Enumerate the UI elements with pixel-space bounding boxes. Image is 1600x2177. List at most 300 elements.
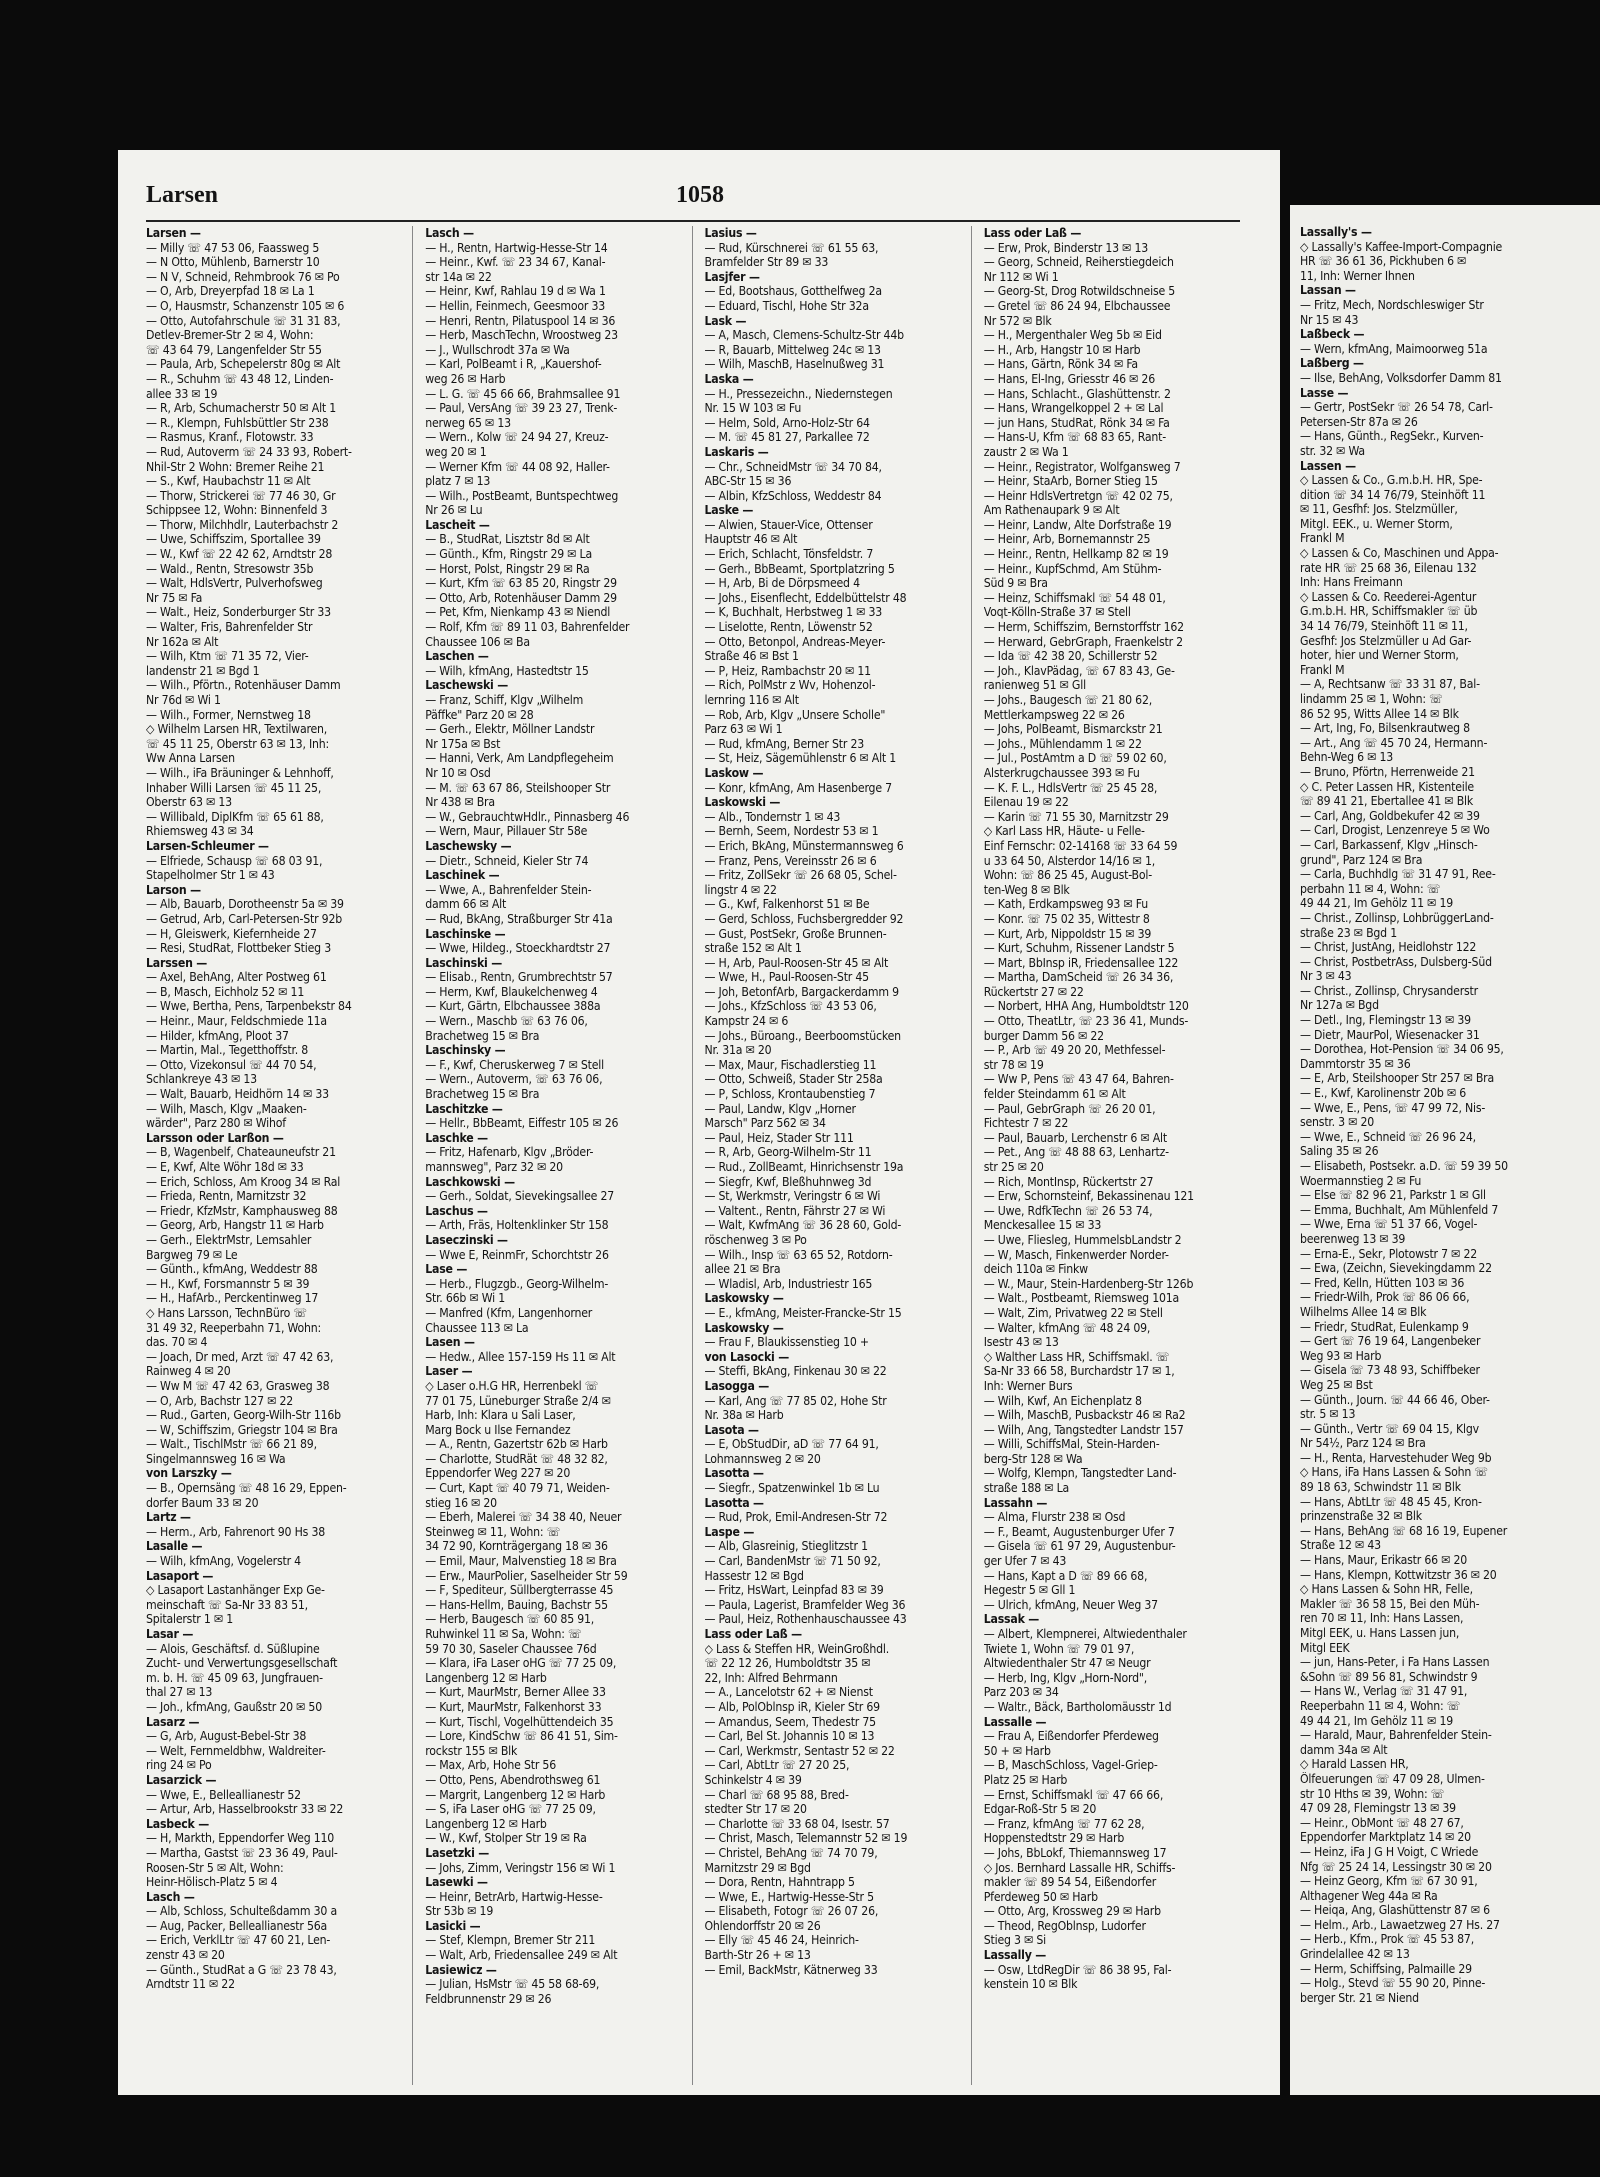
directory-entry: Str. 66b ✉ Wi 1 bbox=[425, 1291, 505, 1306]
directory-entry: — Hanni, Verk, Am Landpflegeheim bbox=[425, 751, 614, 766]
directory-entry: Lasarz — bbox=[146, 1714, 200, 1729]
directory-entry: Inh: Hans Freimann bbox=[1300, 575, 1403, 590]
directory-entry: — Jul., PostAmtm a D ☏ 59 02 60, bbox=[983, 751, 1167, 766]
directory-entry: — Albert, Klempnerei, Altwiedenthaler bbox=[983, 1627, 1187, 1641]
directory-entry: — Elly ☏ 45 46 24, Heinrich- bbox=[704, 1933, 859, 1948]
directory-entry: — Christ, Masch, Telemannstr 52 ✉ 19 bbox=[704, 1831, 908, 1846]
directory-entry: — Franz, Pens, Vereinsstr 26 ✉ 6 bbox=[704, 853, 877, 868]
directory-entry: beerenweg 13 ✉ 39 bbox=[1300, 1231, 1406, 1246]
directory-entry: Nr 127a ✉ Bgd bbox=[1300, 998, 1379, 1013]
directory-entry: Weg 93 ✉ Harb bbox=[1300, 1348, 1382, 1363]
directory-entry: Lasalle — bbox=[146, 1539, 203, 1554]
directory-entry: — Art., Ang ☏ 45 70 24, Hermann- bbox=[1300, 735, 1488, 750]
directory-entry: — Hellin, Feinmech, Geesmoor 33 bbox=[425, 298, 606, 313]
directory-entry: — Erich, VerklLtr ☏ 47 60 21, Len- bbox=[146, 1933, 331, 1948]
directory-entry: — Walt., TischlMstr ☏ 66 21 89, bbox=[146, 1437, 317, 1452]
directory-entry: — B, Wagenbelf, Chateauneufstr 21 bbox=[146, 1145, 336, 1160]
directory-entry: — St, Heiz, Sägemühlenstr 6 ✉ Alt 1 bbox=[704, 751, 897, 766]
directory-entry: — Ida ☏ 42 38 20, Schillerstr 52 bbox=[983, 649, 1158, 664]
directory-entry: — Alb, Glasreinig, Stieglitzstr 1 bbox=[704, 1539, 868, 1554]
directory-entry: Wohn: ☏ 86 25 45, August-Bol- bbox=[983, 868, 1152, 883]
directory-entry: — Günth., Kfm, Ringstr 29 ✉ La bbox=[425, 547, 592, 562]
directory-entry: — F., Kwf, Cheruskerweg 7 ✉ Stell bbox=[425, 1057, 604, 1072]
directory-entry: ◇ Walther Lass HR, Schiffsmakl. ☏ bbox=[983, 1349, 1170, 1364]
directory-entry: — Wwe, E., Schneid ☏ 26 96 24, bbox=[1300, 1129, 1476, 1144]
directory-entry: — Erna-E., Sekr, Plotowstr 7 ✉ 22 bbox=[1300, 1246, 1477, 1261]
directory-entry: — Werner Kfm ☏ 44 08 92, Haller- bbox=[425, 459, 610, 474]
directory-entry: 86 52 95, Witts Allee 14 ✉ Blk bbox=[1300, 706, 1459, 721]
directory-entry: — G., Kwf, Falkenhorst 51 ✉ Be bbox=[704, 897, 870, 912]
directory-entry: — Konr, kfmAng, Am Hasenberge 7 bbox=[704, 780, 892, 795]
directory-entry: Laschus — bbox=[425, 1203, 488, 1218]
directory-entry: Alsterkrugchaussee 393 ✉ Fu bbox=[983, 765, 1140, 780]
directory-entry: — Curt, Kapt ☏ 40 79 71, Weiden- bbox=[425, 1481, 610, 1496]
directory-column bbox=[425, 226, 692, 2085]
directory-entry: — Aug, Packer, Belleallianestr 56a bbox=[146, 1918, 328, 1933]
directory-entry: — Manfred (Kfm, Langenhorner bbox=[425, 1305, 593, 1320]
directory-entry: — Otto, TheatLtr, ☏ 23 36 41, Munds- bbox=[983, 1014, 1189, 1029]
directory-entry: Rhiemsweg 43 ✉ 34 bbox=[146, 824, 254, 839]
directory-entry: — Max, Arb, Hohe Str 56 bbox=[425, 1758, 556, 1773]
directory-entry: — Dietr, MaurPol, Wiesenacker 31 bbox=[1300, 1027, 1480, 1042]
directory-entry: — Wwe, Hildeg., Stoeckhardtstr 27 bbox=[425, 941, 611, 956]
directory-entry: — B, Masch, Eichholz 52 ✉ 11 bbox=[146, 984, 305, 999]
directory-entry: — Otto, Vizekonsul ☏ 44 70 54, bbox=[146, 1057, 317, 1072]
directory-entry: — Walt, Bauarb, Heidhörn 14 ✉ 33 bbox=[146, 1087, 329, 1102]
directory-entry: 49 44 21, Im Gehölz 11 ✉ 19 bbox=[1300, 896, 1454, 911]
directory-columns bbox=[146, 226, 1250, 2085]
directory-entry: 47 09 28, Flemingstr 13 ✉ 39 bbox=[1300, 1801, 1456, 1816]
directory-entry: str 25 ✉ 20 bbox=[983, 1160, 1044, 1174]
directory-entry: — Alma, Flurstr 238 ✉ Osd bbox=[983, 1510, 1126, 1525]
directory-entry: — Paul, Bauarb, Lerchenstr 6 ✉ Alt bbox=[983, 1130, 1167, 1145]
directory-entry: — Gerh., Elektr, Möllner Landstr bbox=[425, 722, 595, 737]
directory-entry: Lasar — bbox=[146, 1627, 194, 1641]
directory-entry: Nr. 31a ✉ 20 bbox=[704, 1043, 772, 1058]
directory-entry: Lasch — bbox=[146, 1889, 195, 1904]
directory-entry: ◇ Wilhelm Larsen HR, Textilwaren, bbox=[146, 722, 328, 737]
directory-entry: Lasetzki — bbox=[425, 1845, 490, 1860]
directory-entry: Stapelholmer Str 1 ✉ 43 bbox=[146, 868, 275, 883]
directory-entry: — Gert ☏ 76 19 64, Langenbeker bbox=[1300, 1334, 1481, 1349]
directory-entry: — Theod, RegOblnsp, Ludorfer bbox=[983, 1918, 1146, 1933]
directory-entry: Langenberg 12 ✉ Harb bbox=[425, 1670, 547, 1685]
directory-entry: — Julian, HsMstr ☏ 45 58 68-69, bbox=[425, 1977, 600, 1992]
directory-entry: Laser — bbox=[425, 1364, 473, 1379]
directory-entry: Fichtestr 7 ✉ 22 bbox=[983, 1116, 1069, 1131]
directory-entry: — Paul, Landw, Klgv „Horner bbox=[704, 1101, 856, 1116]
directory-entry: Laskowski — bbox=[704, 795, 781, 810]
directory-entry: — H., Kwf, Forsmannstr 5 ✉ 39 bbox=[146, 1276, 310, 1291]
directory-entry: — P, Schloss, Krontaubenstieg 7 bbox=[704, 1087, 876, 1102]
directory-entry: — Walt., Heiz, Sonderburger Str 33 bbox=[146, 605, 331, 620]
directory-entry: Mitgl EEK bbox=[1300, 1640, 1350, 1655]
directory-entry: — Christ., Zollinsp, Chrysanderstr bbox=[1300, 983, 1478, 998]
directory-entry: — Otto, Schweiß, Stader Str 258a bbox=[704, 1072, 883, 1087]
directory-page bbox=[118, 150, 1280, 2095]
directory-entry: Lask — bbox=[704, 313, 747, 328]
directory-entry: Lasjfer — bbox=[704, 269, 760, 284]
directory-entry: nerweg 65 ✉ 13 bbox=[425, 415, 511, 430]
directory-entry: — Wilh, MaschB, Haselnußweg 31 bbox=[704, 357, 885, 372]
directory-entry: Frankl M bbox=[1300, 662, 1345, 677]
directory-entry: — Hans, Maur, Erikastr 66 ✉ 20 bbox=[1300, 1553, 1468, 1568]
directory-entry: — Osw, LtdRegDir ☏ 86 38 95, Fal- bbox=[983, 1962, 1172, 1977]
directory-entry: Lasius — bbox=[704, 226, 757, 240]
directory-entry: — Arth, Fräs, Holtenklinker Str 158 bbox=[425, 1218, 609, 1233]
directory-entry: von Larszky — bbox=[146, 1466, 232, 1481]
directory-entry: meinschaft ☏ Sa-Nr 33 83 51, bbox=[146, 1597, 308, 1612]
directory-entry: Laschinski — bbox=[425, 955, 502, 970]
directory-entry: 59 70 30, Saseler Chaussee 76d bbox=[425, 1641, 597, 1656]
directory-entry: Nr 26 ✉ Lu bbox=[425, 503, 483, 518]
directory-entry: — Alois, Geschäftsf. d. Süßlupine bbox=[146, 1641, 320, 1656]
directory-entry: — Welt, Fernmeldbhw, Waldreiter- bbox=[146, 1743, 326, 1758]
directory-entry: Chaussee 113 ✉ La bbox=[425, 1320, 529, 1335]
directory-entry: Isestr 43 ✉ 13 bbox=[983, 1335, 1059, 1350]
directory-entry: — Axel, BehAng, Alter Postweg 61 bbox=[146, 970, 327, 985]
directory-entry: — Walt, Arb, Friedensallee 249 ✉ Alt bbox=[425, 1948, 618, 1963]
directory-entry: — O, Arb, Bachstr 127 ✉ 22 bbox=[146, 1393, 294, 1408]
directory-entry: — Heinr, Landw, Alte Dorfstraße 19 bbox=[983, 517, 1172, 532]
directory-entry: — Wwe, E., Belleallianestr 52 bbox=[146, 1787, 301, 1802]
directory-entry: — Kurt, MaurMstr, Berner Allee 33 bbox=[425, 1685, 606, 1700]
directory-entry: Langenberg 12 ✉ Harb bbox=[425, 1816, 547, 1831]
directory-entry: — Wwe, A., Bahrenfelder Stein- bbox=[425, 882, 592, 897]
directory-entry: Laschke — bbox=[425, 1130, 488, 1145]
directory-entry: Nr 572 ✉ Blk bbox=[983, 313, 1052, 328]
directory-entry: Laschkowski — bbox=[425, 1174, 515, 1189]
directory-entry: — Heinr, Arb, Bornemannstr 25 bbox=[983, 532, 1151, 547]
directory-entry: — Mart, BbInsp iR, Friedensallee 122 bbox=[983, 955, 1179, 970]
directory-entry: Woermannstieg 2 ✉ Fu bbox=[1300, 1173, 1422, 1188]
directory-entry: Gesfhf: Jos Stelzmüller u Ad Gar- bbox=[1300, 633, 1472, 648]
directory-entry: ◇ Jos. Bernhard Lassalle HR, Schiffs- bbox=[983, 1860, 1176, 1875]
directory-entry: — Paul, Heiz, Rothenhauschaussee 43 bbox=[704, 1612, 907, 1627]
directory-entry: — Erw, Schornsteinf, Bekassinenau 121 bbox=[983, 1189, 1194, 1204]
directory-entry: — Fritz, ZollSekr ☏ 26 68 05, Schel- bbox=[704, 868, 897, 883]
directory-entry: — Kurt, Schuhm, Rissener Landstr 5 bbox=[983, 941, 1175, 956]
directory-entry: Laspe — bbox=[704, 1524, 755, 1539]
directory-entry: Lohmannsweg 2 ✉ 20 bbox=[704, 1451, 821, 1466]
directory-entry: — M. ☏ 45 81 27, Parkallee 72 bbox=[704, 430, 870, 445]
directory-entry: Spitalerstr 1 ✉ 1 bbox=[146, 1612, 233, 1627]
directory-entry: damm 34a ✉ Alt bbox=[1300, 1742, 1388, 1757]
directory-entry: — Gerd, Schloss, Fuchsbergredder 92 bbox=[704, 911, 904, 926]
directory-entry: — Karl, PolBeamt i R, „Kauershof- bbox=[425, 357, 602, 372]
directory-entry: — Johs., KfzSchloss ☏ 43 53 06, bbox=[704, 999, 877, 1014]
directory-entry: — Otto, Pens, Abendrothsweg 61 bbox=[425, 1772, 601, 1787]
directory-entry: — Harald, Maur, Bahrenfelder Stein- bbox=[1300, 1728, 1492, 1743]
directory-entry: — Friedr-Wilh, Prok ☏ 86 06 66, bbox=[1300, 1290, 1470, 1305]
directory-entry: — Otto, Arb, Rotenhäuser Damm 29 bbox=[425, 590, 617, 605]
directory-entry: — Hans, Gärtn, Rönk 34 ✉ Fa bbox=[983, 357, 1138, 372]
directory-entry: m. b. H. ☏ 45 09 63, Jungfrauen- bbox=[146, 1670, 323, 1685]
directory-entry: — Wilh, MaschB, Pusbackstr 46 ✉ Ra2 bbox=[983, 1408, 1186, 1423]
directory-entry: Lass oder Laß — bbox=[983, 226, 1082, 240]
directory-entry: Lass oder Laß — bbox=[704, 1627, 802, 1641]
directory-entry: zaustr 2 ✉ Wa 1 bbox=[983, 444, 1069, 459]
directory-entry: dorfer Baum 33 ✉ 20 bbox=[146, 1495, 259, 1510]
directory-entry: — Franz, kfmAng ☏ 77 62 28, bbox=[983, 1816, 1145, 1831]
directory-entry: — Wilh, kfmAng, Vogelerstr 4 bbox=[146, 1554, 301, 1569]
directory-entry: Ruhwinkel 11 ✉ Sa, Wohn: ☏ bbox=[425, 1627, 582, 1641]
directory-entry: Mitgl. EEK., u. Werner Storm, bbox=[1300, 516, 1453, 531]
directory-entry: — R, Bauarb, Mittelweg 24c ✉ 13 bbox=[704, 342, 881, 357]
directory-entry: — Else ☏ 82 96 21, Parkstr 1 ✉ Gll bbox=[1300, 1188, 1486, 1203]
directory-entry: Dammtorstr 35 ✉ 36 bbox=[1300, 1056, 1411, 1071]
directory-entry: rate HR ☏ 25 68 36, Eilenau 132 bbox=[1300, 560, 1477, 575]
directory-column bbox=[1300, 225, 1594, 2085]
directory-entry: str. 32 ✉ Wa bbox=[1300, 443, 1365, 458]
directory-entry: — Martha, Gastst ☏ 23 36 49, Paul- bbox=[146, 1845, 338, 1860]
directory-entry: — Fritz, Hafenarb, Klgv „Bröder- bbox=[425, 1145, 594, 1160]
directory-entry: — Georg-St, Drog Rotwildschneise 5 bbox=[983, 284, 1176, 299]
directory-entry: — Herb., Kfm., Prok ☏ 45 53 87, bbox=[1300, 1932, 1474, 1947]
directory-entry: — Rud, Kürschnerei ☏ 61 55 63, bbox=[704, 240, 879, 255]
directory-entry: — Martin, Mal., Tegetthoffstr. 8 bbox=[146, 1043, 309, 1058]
directory-entry: — Herm., Arb, Fahrenort 90 Hs 38 bbox=[146, 1524, 325, 1539]
directory-entry: — Frau F, Blaukissenstieg 10 + bbox=[704, 1335, 869, 1350]
directory-entry: ◇ Harald Lassen HR, bbox=[1300, 1757, 1409, 1772]
directory-entry: — S, iFa Laser oHG ☏ 77 25 09, bbox=[425, 1802, 596, 1817]
directory-entry: — Kurt, Arb, Nippoldstr 15 ✉ 39 bbox=[983, 926, 1152, 941]
directory-entry: — Karin ☏ 71 55 30, Marnitzstr 29 bbox=[983, 809, 1169, 824]
directory-entry: — Uwe, Schiffszim, Sportallee 39 bbox=[146, 532, 321, 547]
directory-entry: — Siegfr, Kwf, Bleßhuhnweg 3d bbox=[704, 1174, 872, 1189]
directory-entry: — Wern., Autoverm, ☏ 63 76 06, bbox=[425, 1072, 603, 1087]
directory-entry: Platz 25 ✉ Harb bbox=[983, 1772, 1068, 1787]
directory-entry: Laskowsky — bbox=[704, 1320, 784, 1335]
directory-entry: ABC-Str 15 ✉ 36 bbox=[704, 474, 792, 489]
directory-entry: Am Rathenaupark 9 ✉ Alt bbox=[983, 503, 1120, 518]
directory-entry: str 78 ✉ 19 bbox=[983, 1057, 1044, 1072]
directory-entry: — Hans, Günth., RegSekr., Kurven- bbox=[1300, 429, 1484, 444]
directory-entry: — S., Kwf, Haubachstr 11 ✉ Alt bbox=[146, 474, 311, 489]
directory-entry: — jun Hans, StudRat, Rönk 34 ✉ Fa bbox=[983, 415, 1170, 430]
page-header bbox=[146, 180, 1240, 222]
directory-entry: Lasotta — bbox=[704, 1466, 764, 1481]
directory-entry: ◇ Lassen & Co, Maschinen und Appa- bbox=[1300, 546, 1499, 561]
directory-entry: 50 + ✉ Harb bbox=[983, 1743, 1051, 1758]
directory-entry: — Emil, Maur, Malvenstieg 18 ✉ Bra bbox=[425, 1554, 617, 1569]
directory-entry: ranienweg 51 ✉ Gll bbox=[983, 678, 1086, 693]
directory-entry: Inhaber Willi Larsen ☏ 45 11 25, bbox=[146, 780, 322, 795]
directory-entry: — H., HafArb., Perckentinweg 17 bbox=[146, 1291, 319, 1306]
directory-entry: — W, Schiffszim, Griegstr 104 ✉ Bra bbox=[146, 1422, 338, 1437]
directory-entry: — W., Kwf, Stolper Str 19 ✉ Ra bbox=[425, 1831, 587, 1846]
directory-entry: — H, Arb, Paul-Roosen-Str 45 ✉ Alt bbox=[704, 955, 889, 970]
directory-entry: — A., Lancelotstr 62 + ✉ Nienst bbox=[704, 1685, 873, 1700]
directory-entry: — R., Klempn, Fuhlsbüttler Str 238 bbox=[146, 415, 329, 430]
directory-entry: Pferdeweg 50 ✉ Harb bbox=[983, 1889, 1098, 1904]
directory-entry: Laskow — bbox=[704, 765, 764, 780]
directory-entry: — H., Rentn, Hartwig-Hesse-Str 14 bbox=[425, 240, 608, 255]
directory-entry: — R., Schuhm ☏ 43 48 12, Linden- bbox=[146, 371, 334, 386]
directory-entry: makler ☏ 89 54 54, Eißendorfer bbox=[983, 1875, 1157, 1890]
directory-entry: — Norbert, HHA Ang, Humboldtstr 120 bbox=[983, 999, 1189, 1014]
directory-entry: — Wern, Maur, Pillauer Str 58e bbox=[425, 824, 588, 839]
directory-entry: — Wilh., Insp ☏ 63 65 52, Rotdorn- bbox=[704, 1247, 893, 1262]
directory-entry: Lassak — bbox=[983, 1612, 1040, 1627]
directory-entry: Menckesallee 15 ✉ 33 bbox=[983, 1218, 1102, 1233]
directory-entry: ☏ 45 11 25, Oberstr 63 ✉ 13, Inh: bbox=[146, 736, 330, 751]
directory-entry: — Joh., kfmAng, Gaußstr 20 ✉ 50 bbox=[146, 1699, 322, 1714]
directory-entry: ☏ 89 41 21, Ebertallee 41 ✉ Blk bbox=[1300, 794, 1474, 809]
directory-entry: — Otto, Autofahrschule ☏ 31 31 83, bbox=[146, 313, 341, 328]
directory-entry: Bargweg 79 ✉ Le bbox=[146, 1247, 238, 1262]
directory-entry: — N V, Schneid, Rehmbrook 76 ✉ Po bbox=[146, 269, 340, 284]
directory-entry: — Wald., Rentn, Stresowstr 35b bbox=[146, 561, 314, 576]
directory-entry: — Wilh, kfmAng, Hastedtstr 15 bbox=[425, 663, 589, 678]
directory-entry: — A, Masch, Clemens-Schultz-Str 44b bbox=[704, 328, 904, 343]
directory-entry: Lasse — bbox=[1300, 385, 1349, 400]
directory-entry: — Rolf, Kfm ☏ 89 11 03, Bahrenfelder bbox=[425, 620, 630, 635]
directory-entry: — Franz, Schiff, Klgv „Wilhelm bbox=[425, 693, 584, 707]
directory-entry: — Frau A, Eißendorfer Pferdeweg bbox=[983, 1729, 1159, 1744]
directory-entry: — B, MaschSchloss, Vagel-Griep- bbox=[983, 1758, 1158, 1773]
directory-entry: Straße 12 ✉ 43 bbox=[1300, 1538, 1381, 1553]
directory-entry: — Max, Maur, Fischadlerstieg 11 bbox=[704, 1057, 877, 1072]
directory-entry: — Christel, BehAng ☏ 74 70 79, bbox=[704, 1845, 878, 1860]
directory-entry: Nr 75 ✉ Fa bbox=[146, 590, 203, 605]
directory-entry: — Carl, Drogist, Lenzenreye 5 ✉ Wo bbox=[1300, 823, 1490, 838]
directory-entry: stieg 16 ✉ 20 bbox=[425, 1495, 497, 1510]
directory-entry: rockstr 155 ✉ Blk bbox=[425, 1743, 518, 1758]
directory-entry: — Rasmus, Kranf., Flotowstr. 33 bbox=[146, 430, 314, 445]
directory-entry: ◇ Lassally's Kaffee-Import-Compagnie bbox=[1300, 239, 1503, 254]
directory-entry: — Hans-U, Kfm ☏ 68 83 65, Rant- bbox=[983, 430, 1167, 445]
directory-entry: — Carl, Barkassenf, Klgv „Hinsch- bbox=[1300, 837, 1478, 852]
directory-entry: — Uwe, RdfkTechn ☏ 26 53 74, bbox=[983, 1203, 1153, 1218]
directory-entry: — Hans, BehAng ☏ 68 16 19, Eupener bbox=[1300, 1523, 1508, 1538]
directory-entry: Voqt-Kölln-Straße 37 ✉ Stell bbox=[983, 605, 1131, 620]
directory-entry: Grindelallee 42 ✉ 13 bbox=[1300, 1947, 1410, 1962]
directory-entry: — Heinr, Kwf, Rahlau 19 d ✉ Wa 1 bbox=[425, 284, 606, 299]
directory-entry: — Steffi, BkAng, Finkenau 30 ✉ 22 bbox=[704, 1364, 887, 1379]
directory-entry: — Margrit, Langenberg 12 ✉ Harb bbox=[425, 1787, 606, 1802]
directory-entry: Lasewki — bbox=[425, 1875, 488, 1890]
directory-entry: Harb, Inh: Klara u Sali Laser, bbox=[425, 1408, 576, 1423]
directory-entry: Nr 10 ✉ Osd bbox=[425, 765, 491, 780]
directory-entry: damm 66 ✉ Alt bbox=[425, 897, 507, 912]
directory-entry: — Ulrich, kfmAng, Neuer Weg 37 bbox=[983, 1597, 1158, 1612]
directory-entry: Saling 35 ✉ 26 bbox=[1300, 1144, 1379, 1159]
directory-entry: — Heinr., Kwf. ☏ 23 34 67, Kanal- bbox=[425, 255, 606, 270]
directory-entry: Laßberg — bbox=[1300, 356, 1364, 371]
directory-entry: — Hans, Klempn, Kottwitzstr 36 ✉ 20 bbox=[1300, 1567, 1497, 1582]
directory-entry: Hauptstr 46 ✉ Alt bbox=[704, 532, 798, 547]
directory-column bbox=[984, 226, 1250, 2085]
directory-entry: — Kurt, MaurMstr, Falkenhorst 33 bbox=[425, 1699, 602, 1714]
directory-entry: Larson — bbox=[146, 882, 201, 897]
directory-entry: — M. ☏ 63 67 86, Steilshooper Str bbox=[425, 780, 611, 795]
directory-entry: Althagener Weg 44a ✉ Ra bbox=[1300, 1888, 1438, 1903]
directory-entry: Singelmannsweg 16 ✉ Wa bbox=[146, 1451, 286, 1466]
directory-entry: — Heinr., Rentn, Hellkamp 82 ✉ 19 bbox=[983, 547, 1169, 562]
directory-entry: grund", Parz 124 ✉ Bra bbox=[1300, 852, 1423, 867]
directory-entry: — Wilh, Ang, Tangstedter Landstr 157 bbox=[983, 1422, 1184, 1437]
directory-entry: — Fritz, Mech, Nordschleswiger Str bbox=[1300, 297, 1484, 312]
directory-entry: — Walt., Postbeamt, Riemsweg 101a bbox=[983, 1291, 1180, 1306]
directory-entry: — Walter, kfmAng ☏ 48 24 09, bbox=[983, 1320, 1151, 1335]
directory-entry: — H, Arb, Bi de Dörpsmeed 4 bbox=[704, 576, 860, 591]
directory-entry: — Lore, KindSchw ☏ 86 41 51, Sim- bbox=[425, 1729, 618, 1744]
directory-entry: — Wilh., Pförtn., Rotenhäuser Damm bbox=[146, 678, 341, 693]
directory-entry: Roosen-Str 5 ✉ Alt, Wohn: bbox=[146, 1860, 284, 1875]
directory-entry: — Carl, BandenMstr ☏ 71 50 92, bbox=[704, 1554, 881, 1569]
directory-entry: — G, Arb, August-Bebel-Str 38 bbox=[146, 1729, 307, 1744]
directory-entry: Lasogga — bbox=[704, 1378, 770, 1393]
directory-entry: hoter, hier und Werner Storm, bbox=[1300, 648, 1459, 663]
directory-entry: — Wolfg, Klempn, Tangstedter Land- bbox=[983, 1466, 1177, 1481]
directory-entry: von Lasocki — bbox=[704, 1349, 789, 1364]
directory-entry: perbahn 11 ✉ 4, Wohn: ☏ bbox=[1300, 881, 1441, 896]
directory-entry: — W, Masch, Finkenwerder Norder- bbox=[983, 1247, 1169, 1262]
directory-entry: — Amandus, Seem, Thedestr 75 bbox=[704, 1714, 876, 1729]
directory-entry: — Elisabeth, Postsekr. a.D. ☏ 59 39 50 bbox=[1300, 1159, 1508, 1173]
directory-entry: — Charl ☏ 68 95 88, Bred- bbox=[704, 1787, 849, 1802]
directory-entry: — Wern., Maschb ☏ 63 76 06, bbox=[425, 1014, 588, 1029]
directory-entry: — Wwe, E., Hartwig-Hesse-Str 5 bbox=[704, 1889, 874, 1904]
directory-entry: — H., Mergenthaler Weg 5b ✉ Eid bbox=[983, 328, 1162, 343]
directory-entry: — Herward, GebrGraph, Fraenkelstr 2 bbox=[983, 634, 1183, 649]
directory-entry: — Albin, KfzSchloss, Weddestr 84 bbox=[704, 488, 882, 503]
directory-entry: — Klara, iFa Laser oHG ☏ 77 25 09, bbox=[425, 1656, 617, 1671]
directory-entry: — Rich, PolMstr z Wv, Hohenzol- bbox=[704, 678, 876, 693]
directory-entry: Laskowsky — bbox=[704, 1291, 784, 1306]
directory-entry: — Johs., Baugesch ☏ 21 80 62, bbox=[983, 693, 1153, 707]
directory-entry: — Uwe, Fliesleg, HummelsbLandstr 2 bbox=[983, 1232, 1182, 1247]
directory-entry: — Gerh., BbBeamt, Sportplatzring 5 bbox=[704, 561, 895, 576]
directory-column bbox=[705, 226, 972, 2085]
directory-entry: Larsen-Schleumer — bbox=[146, 838, 269, 853]
directory-entry: — A, Rechtsanw ☏ 33 31 87, Bal- bbox=[1300, 677, 1480, 692]
directory-entry: — Karl, Ang ☏ 77 85 02, Hohe Str bbox=[704, 1393, 887, 1408]
directory-entry: stedter Str 17 ✉ 20 bbox=[704, 1802, 807, 1817]
directory-entry: — Alb., Tondernstr 1 ✉ 43 bbox=[704, 809, 841, 824]
directory-entry: Nr. 38a ✉ Harb bbox=[704, 1408, 784, 1423]
directory-entry: ☏ 43 64 79, Langenfelder Str 55 bbox=[146, 342, 322, 357]
directory-entry: — Fritz, HsWart, Leinpfad 83 ✉ 39 bbox=[704, 1583, 884, 1598]
directory-entry: Zucht- und Verwertungsgesellschaft bbox=[146, 1656, 338, 1671]
directory-entry: Bramfelder Str 89 ✉ 33 bbox=[704, 255, 829, 270]
directory-entry: u 33 64 50, Alsterdor 14/16 ✉ 1, bbox=[983, 853, 1156, 868]
directory-entry: Laseczinski — bbox=[425, 1232, 508, 1247]
directory-entry: Lassally — bbox=[983, 1948, 1047, 1963]
directory-entry: — Erw., MaurPolier, Saselheider Str 59 bbox=[425, 1568, 628, 1583]
directory-entry: 77 01 75, Lüneburger Straße 2/4 ✉ bbox=[425, 1393, 611, 1408]
directory-entry: str. 5 ✉ 13 bbox=[1300, 1407, 1356, 1422]
directory-entry: Päffke" Parz 20 ✉ 28 bbox=[425, 707, 534, 722]
directory-entry: — Wern, kfmAng, Maimoorweg 51a bbox=[1300, 341, 1488, 356]
directory-entry: — Elisabeth, Fotogr ☏ 26 07 26, bbox=[704, 1904, 879, 1919]
directory-entry: Lartz — bbox=[146, 1510, 191, 1525]
directory-entry: das. 70 ✉ 4 bbox=[146, 1335, 208, 1350]
directory-entry: Süd 9 ✉ Bra bbox=[983, 576, 1048, 591]
directory-entry: — Ww M ☏ 47 42 63, Grasweg 38 bbox=[146, 1378, 330, 1393]
directory-entry: — Alwien, Stauer-Vice, Ottenser bbox=[704, 517, 873, 532]
directory-entry: allee 21 ✉ Bra bbox=[704, 1262, 781, 1277]
directory-entry: Lasbeck — bbox=[146, 1816, 209, 1831]
directory-entry: — Heinr HdlsVertretgn ☏ 42 02 75, bbox=[983, 488, 1173, 503]
facing-page-columns bbox=[1300, 225, 1594, 2085]
directory-entry: lindamm 25 ✉ 1, Wohn: ☏ bbox=[1300, 692, 1443, 706]
directory-entry: — Herb., Flugzgb., Georg-Wilhelm- bbox=[425, 1276, 609, 1291]
directory-entry: — Stef, Klempn, Bremer Str 211 bbox=[425, 1933, 596, 1948]
directory-entry: berg-Str 128 ✉ Wa bbox=[983, 1451, 1083, 1466]
directory-entry: Stieg 3 ✉ Si bbox=[983, 1933, 1046, 1948]
